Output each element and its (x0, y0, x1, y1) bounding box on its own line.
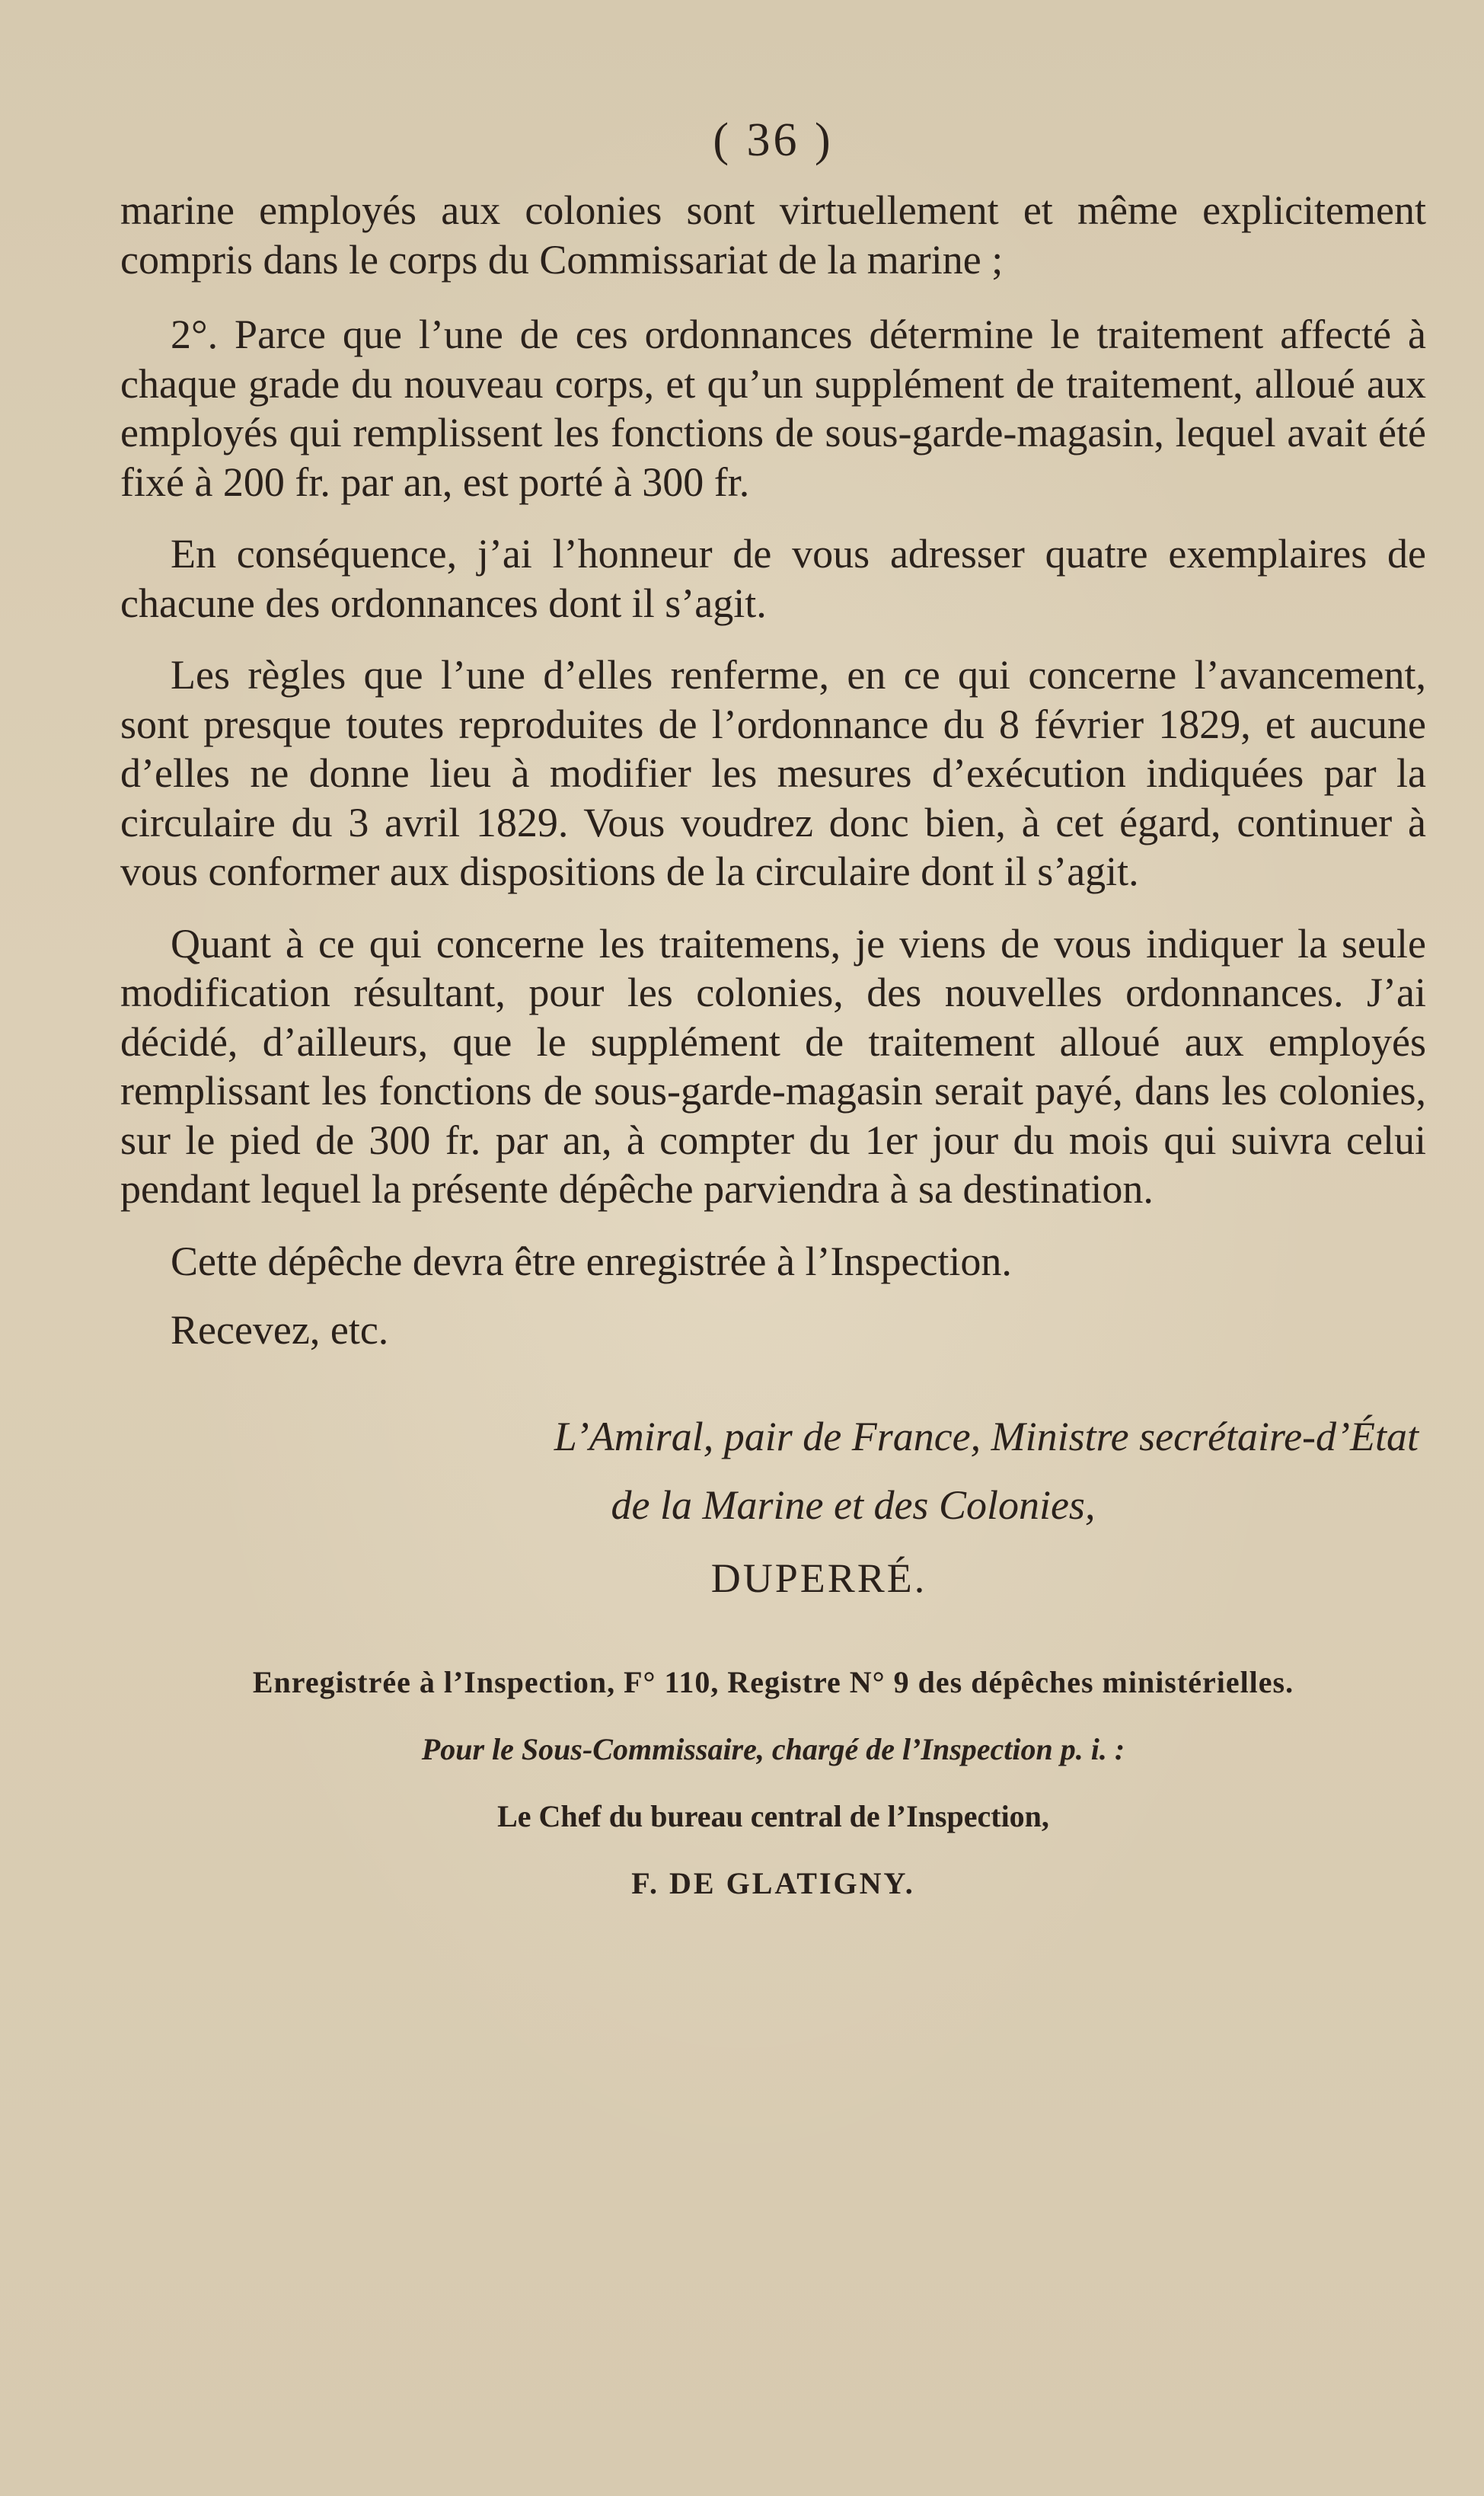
registry-authority: Pour le Sous-Commissaire, chargé de l’Inspection p. i. : (421, 1731, 1125, 1766)
signature-block (120, 1402, 1426, 1612)
registry-signatory: F. DE GLATIGNY. (631, 1865, 915, 1900)
signature-name: DUPERRÉ. (710, 1555, 927, 1601)
paragraph-2: 2°. Parce que l’une de ces ordonnances détermine le traitement affecté à chaque grade du nouveau corps, et qu’un supplément de traitement, alloué aux employés qui remplissent les fonctions de sous-garde-magasin, lequel avait été fixé à 200 fr. par an, est porté à 300 fr. (120, 312, 1426, 505)
page-number: ( 36 ) (713, 114, 834, 166)
paragraph-7: Recevez, etc. (171, 1307, 389, 1353)
paragraph-4: Les règles que l’une d’elles renferme, en ce qui concerne l’avancement, sont presque toutes reproduites de l’ordonnance du 8 février 1829, et aucune d’elles ne donne lieu à modifier les mesures d’exécution indiquées par la circulaire du 3 avril 1829. Vous voudrez donc bien, à cet égard, continuer à vous conformer aux dispositions de la circulaire dont il s’agit. (120, 652, 1426, 894)
page-content (120, 111, 1426, 1917)
paragraph-5: Quant à ce qui concerne les traitemens, je viens de vous indiquer la seule modification résultant, pour les colonies, des nouvelles ordonnances. J’ai décidé, d’ailleurs, que le supplément de traitement alloué aux employés remplissant les fonctions de sous-garde-magasin serait payé, dans les colonies, sur le pied de 300 fr. par an, à compter du 1er jour du mois qui suivra celui pendant lequel la présente dépêche parviendra à sa destination. (120, 920, 1426, 1212)
signature-title: L’Amiral, pair de France, Ministre secrétaire-d’État (554, 1413, 1419, 1459)
body-text (120, 186, 1426, 1355)
signature-ministry: de la Marine et des Colonies, (611, 1481, 1096, 1528)
registry-office: Le Chef du bureau central de l’Inspection, (497, 1798, 1049, 1833)
registry-block (120, 1649, 1426, 1917)
paragraph-6: Cette dépêche devra être enregistrée à l’Inspection. (171, 1238, 1012, 1284)
registry-entry: Enregistrée à l’Inspection, F° 110, Registre N° 9 des dépêches ministérielles. (252, 1664, 1294, 1699)
paragraph-3: En conséquence, j’ai l’honneur de vous adresser quatre exemplaires de chacune des ordonnances dont il s’agit. (120, 531, 1426, 626)
paragraph-1: marine employés aux colonies sont virtuellement et même explicitement compris dans le corps du Commissariat de la marine ; (120, 187, 1426, 283)
